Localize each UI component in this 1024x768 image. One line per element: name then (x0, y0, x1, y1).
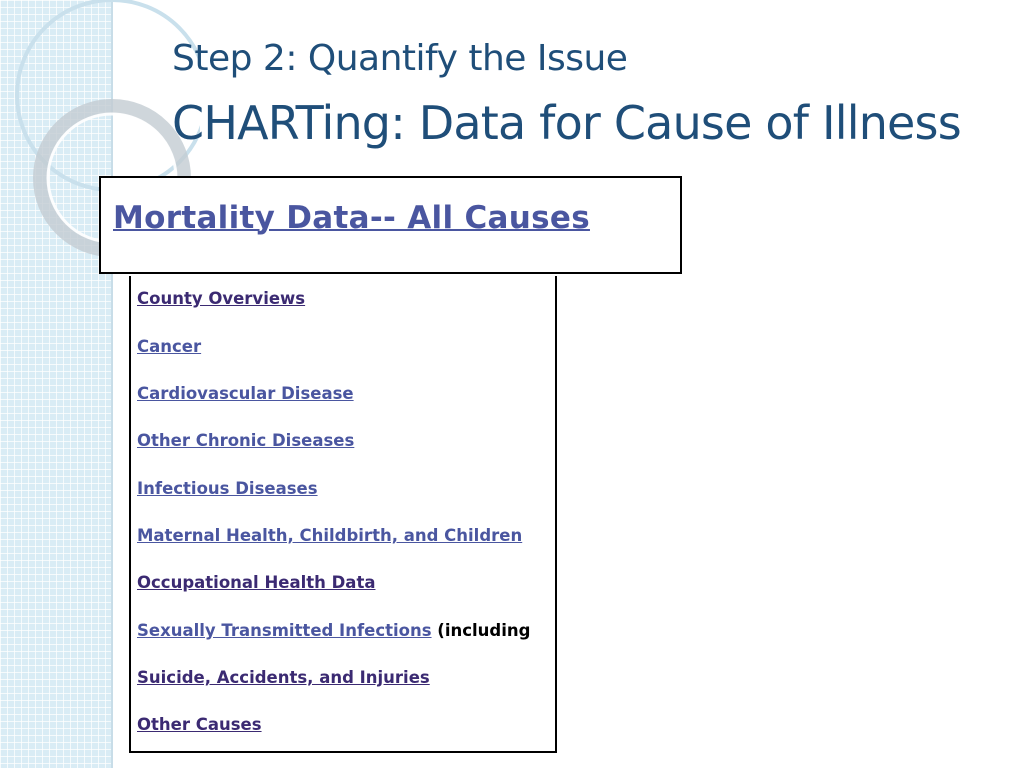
sexually-transmitted-infections-link[interactable]: Sexually Transmitted Infections (137, 621, 432, 640)
suicide-accidents-injuries-link[interactable]: Suicide, Accidents, and Injuries (137, 668, 430, 687)
maternal-health-link[interactable]: Maternal Health, Childbirth, and Children (137, 526, 523, 545)
list-item-infectious (137, 479, 318, 498)
infectious-diseases-link[interactable]: Infectious Diseases (137, 479, 318, 498)
cause-list-box (129, 276, 557, 753)
slide-title: Step 2: Quantify the Issue (172, 38, 628, 79)
mortality-data-link[interactable]: Mortality Data-- All Causes (113, 200, 590, 236)
list-item-sti (137, 621, 530, 640)
other-chronic-diseases-link[interactable]: Other Chronic Diseases (137, 431, 355, 450)
list-item-occupational (137, 573, 375, 592)
occupational-health-link[interactable]: Occupational Health Data (137, 573, 376, 592)
list-item-suicide (137, 668, 430, 687)
mortality-header-box (99, 176, 682, 274)
sti-suffix-text: (including (437, 621, 531, 640)
list-item-county-overviews (137, 289, 305, 308)
slide-subtitle: CHARTing: Data for Cause of Illness (172, 96, 961, 150)
list-item-cancer (137, 337, 201, 356)
list-item-chronic (137, 431, 354, 450)
cancer-link[interactable]: Cancer (137, 337, 202, 356)
county-overviews-link[interactable]: County Overviews (137, 289, 306, 308)
other-causes-link[interactable]: Other Causes (137, 715, 262, 734)
cardiovascular-disease-link[interactable]: Cardiovascular Disease (137, 384, 354, 403)
list-item-other-causes (137, 715, 262, 734)
list-item-maternal (137, 526, 522, 545)
list-item-cardiovascular (137, 384, 354, 403)
